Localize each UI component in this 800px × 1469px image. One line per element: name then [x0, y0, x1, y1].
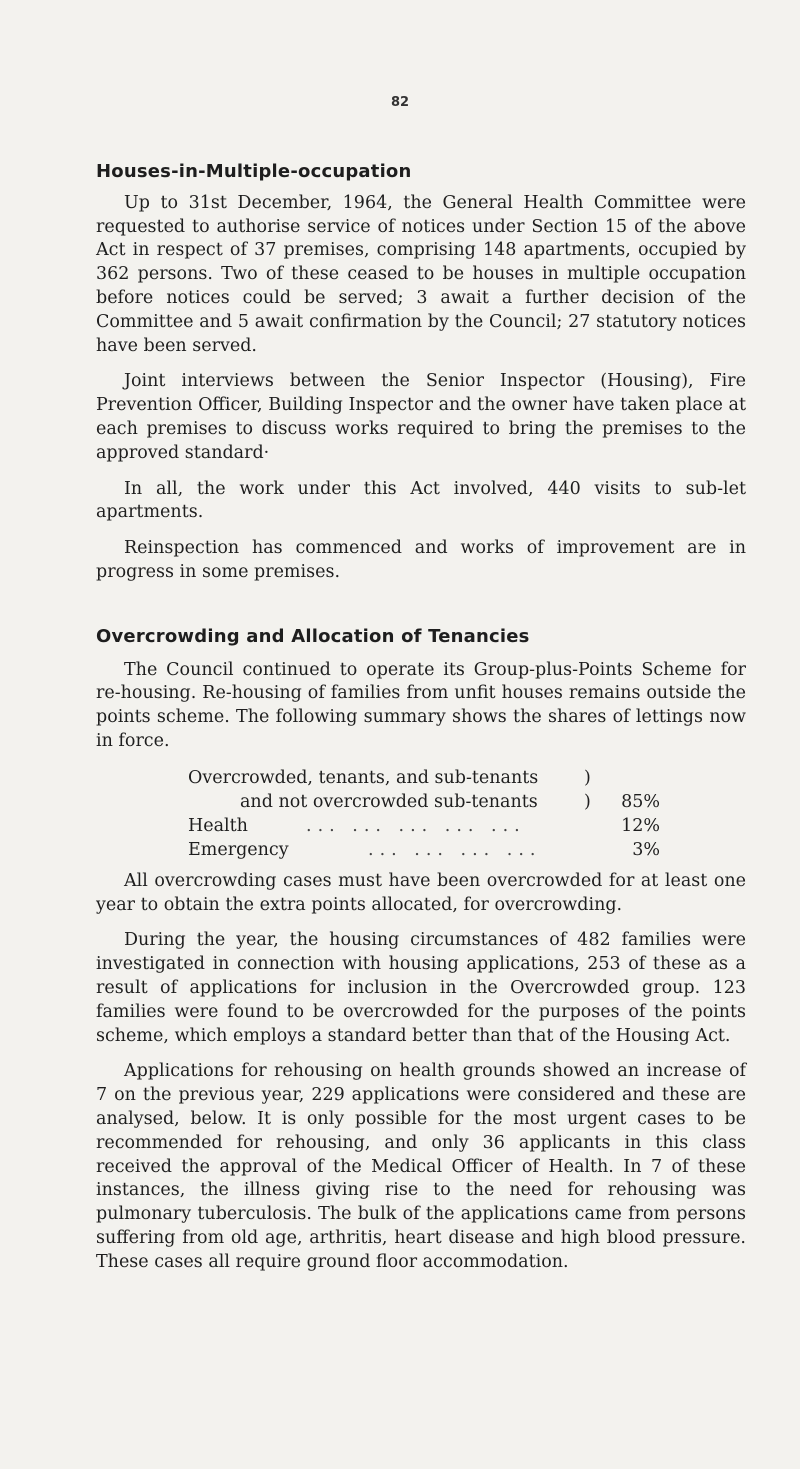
- paragraph: Joint interviews between the Senior Inspector (Housing), Fire Prevention Officer, Building Inspector and the owner have taken place at each premises to discuss works required to bring the premises to the approved standard·: [96, 371, 746, 463]
- lettings-label: Overcrowded, tenants, and sub-tenants: [188, 767, 539, 788]
- lettings-row-overcrowded-line2: [188, 790, 660, 814]
- section-heading-houses-multiple-occupation: Houses-in-Multiple-occupation: [96, 161, 412, 182]
- bracket: ): [584, 791, 591, 812]
- bracket: ): [584, 767, 591, 788]
- lettings-row-health: [188, 814, 660, 838]
- lettings-summary-table: [96, 766, 660, 862]
- paragraph: Reinspection has commenced and works of improvement are in progress in some premises.: [96, 538, 746, 582]
- paragraph: The Council continued to operate its Group-plus-Points Scheme for re-housing. Re-housing of families from unfit houses remains outside the points scheme. The following summary shows the shares of lettings now in force.: [96, 659, 746, 751]
- paragraph: During the year, the housing circumstances of 482 families were investigated in connection with housing applications, 253 of these as a result of applications for inclusion in the Overcrowded group. 123 families were found to be overcrowded for the purposes of the points scheme, which employs a standard better than that of the Housing Act.: [96, 930, 746, 1046]
- leader-dots: ... ... ... ...: [368, 839, 542, 860]
- lettings-share-value: 12%: [621, 815, 660, 836]
- paragraph: Up to 31st December, 1964, the General Health Committee were requested to authorise service of notices under Section 15 of the above Act in respect of 37 premises, comprising 148 apartments, occupied by 362 persons. Two of these ceased to be houses in multiple occupation before notices could be served; 3 await a further decision of the Committee and 5 await confirmation by the Council; 27 statutory notices have been served.: [96, 192, 746, 356]
- page-content: [96, 160, 746, 1286]
- page-number: 82: [390, 95, 410, 110]
- lettings-label: and not overcrowded sub-tenants: [240, 791, 538, 812]
- paragraph: All overcrowding cases must have been overcrowded for at least one year to obtain the extra points allocated, for overcrowding.: [96, 870, 746, 915]
- section-heading-overcrowding: Overcrowding and Allocation of Tenancies: [96, 625, 530, 647]
- lettings-label: Health: [188, 815, 248, 836]
- lettings-share-value: 3%: [632, 839, 660, 860]
- lettings-label: Emergency: [188, 839, 289, 860]
- leader-dots: ... ... ... ... ...: [306, 815, 526, 836]
- lettings-share-value: 85%: [621, 791, 660, 812]
- paragraph: In all, the work under this Act involved, 440 visits to sub-let apartments.: [96, 478, 746, 523]
- lettings-row-overcrowded-line1: [188, 766, 660, 790]
- paragraph: Applications for rehousing on health grounds showed an increase of 7 on the previous year, 229 applications were considered and these are analysed, below. It is only possible for the most urgent cases to be recommended for rehousing, and only 36 applicants in this class received the approval of the Medical Officer of Health. In 7 of these instances, the illness giving rise to the need for rehousing was pulmonary tuberculosis. The bulk of the applications came from persons suffering from old age, arthritis, heart disease and high blood pressure. These cases all require ground floor accommodation.: [96, 1061, 746, 1272]
- lettings-row-emergency: [188, 838, 660, 862]
